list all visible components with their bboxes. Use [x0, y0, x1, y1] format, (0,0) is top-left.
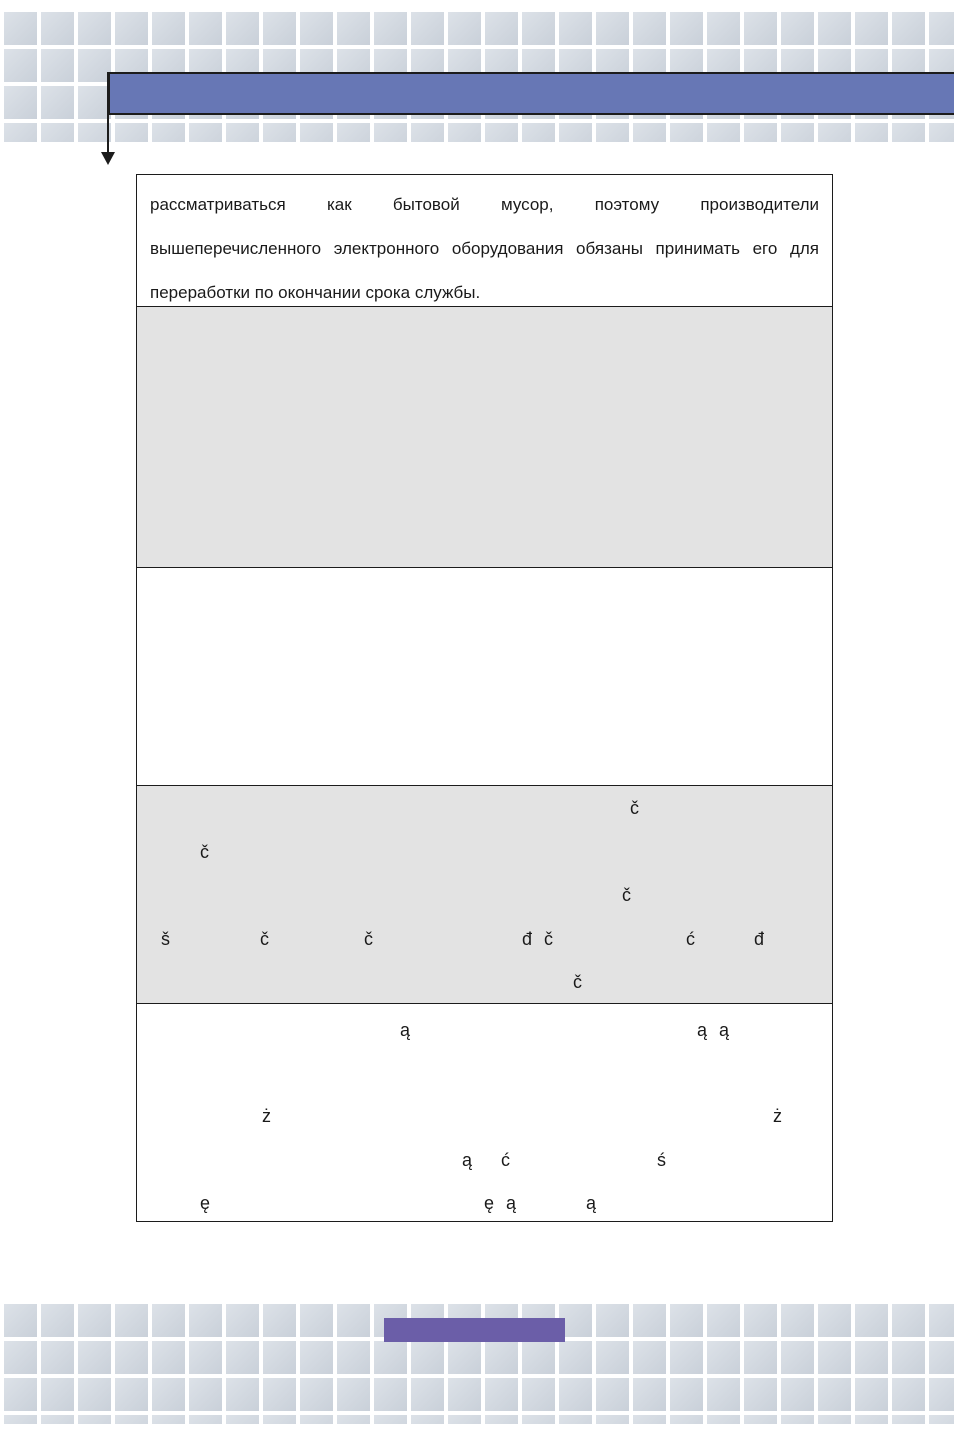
table-row-polish [137, 1004, 832, 1221]
diacritic-char: ą [697, 1020, 708, 1040]
diacritic-char: ą [586, 1193, 597, 1213]
diacritic-char: č [544, 929, 553, 949]
diacritic-char: đ [522, 929, 533, 949]
table-row-blank-shaded [137, 307, 832, 568]
diacritic-char: đ [754, 929, 765, 949]
diacritic-char: č [573, 972, 582, 992]
table-row-croatian [137, 786, 832, 1004]
diacritic-char: č [622, 885, 631, 905]
diacritic-char: š [161, 929, 170, 949]
russian-paragraph-rest: вышеперечисленного электронного оборудования обязаны принимать его для переработки по окончании срока службы. [150, 239, 819, 302]
russian-paragraph-line1: рассматриваться как бытовой мусор, поэтому производители [150, 195, 819, 214]
diacritic-char: ś [657, 1150, 666, 1170]
diacritic-char: č [260, 929, 269, 949]
diacritic-char: č [200, 842, 209, 862]
down-arrow-icon [101, 152, 115, 165]
diacritic-char: ą [506, 1193, 517, 1213]
diacritic-char: ą [462, 1150, 473, 1170]
russian-paragraph [137, 175, 832, 315]
diacritic-char: ę [200, 1193, 211, 1213]
diacritic-char: ć [501, 1150, 510, 1170]
diacritic-char: ą [400, 1020, 411, 1040]
diacritic-char: ż [773, 1106, 782, 1126]
diacritic-char: ć [686, 929, 695, 949]
diacritic-char: ż [262, 1106, 271, 1126]
diacritic-char: ę [484, 1193, 495, 1213]
chapter-header-bar [108, 72, 954, 115]
diacritic-char: č [364, 929, 373, 949]
diacritic-char: č [630, 798, 639, 818]
content-table [136, 174, 833, 1222]
table-row-blank [137, 568, 832, 786]
arrow-line [107, 72, 109, 154]
diacritic-char: ą [719, 1020, 730, 1040]
table-row-russian [137, 175, 832, 307]
page-number-bar [384, 1318, 565, 1342]
